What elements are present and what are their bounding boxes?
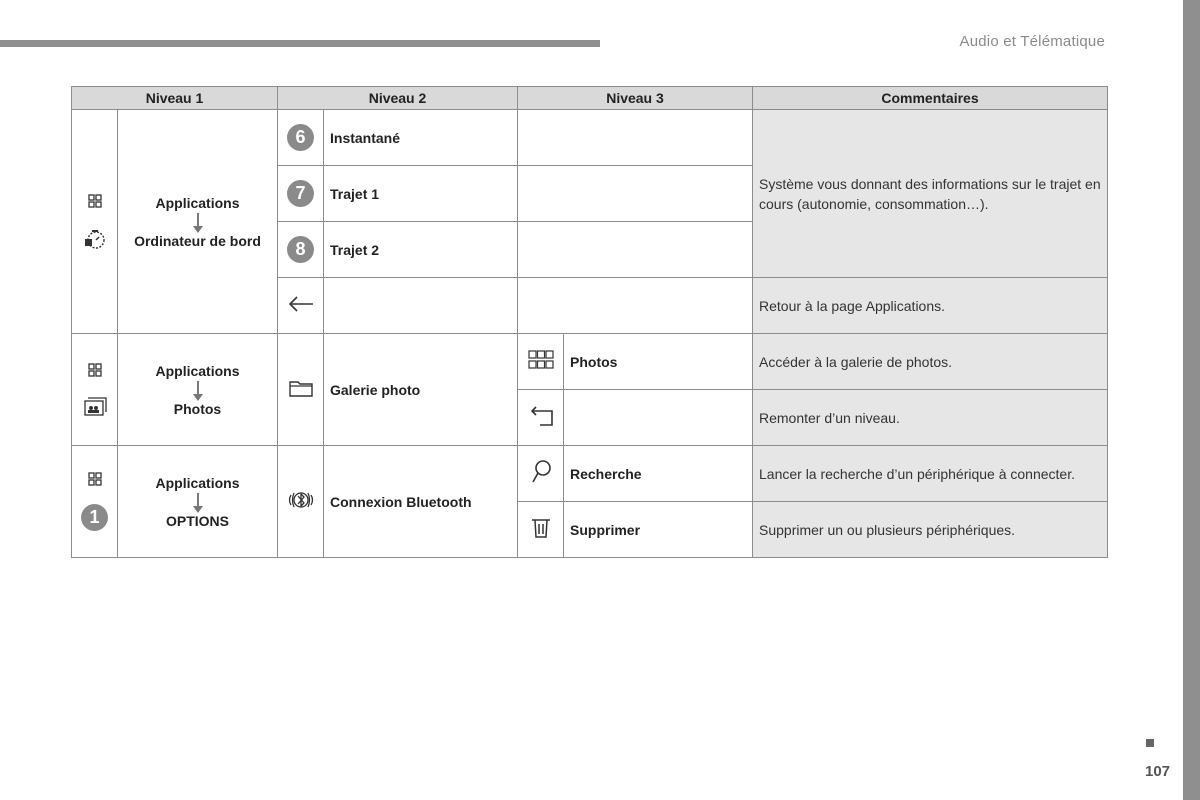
level1-icons [72,446,118,558]
level3-label: Photos [564,334,753,390]
level1-cell [118,110,278,334]
level3-cell [518,110,753,166]
menu-table [71,86,1108,558]
badge-cell [278,166,324,222]
level1-bottom-label: Photos [173,400,222,417]
level1-bottom-label: Ordinateur de bord [134,232,261,249]
header-title: Audio et Télématique [959,33,1105,50]
footer-marker [1146,739,1154,747]
comment-cell: Supprimer un ou plusieurs périphériques. [753,502,1108,558]
level2-label: Galerie photo [324,334,518,446]
badge-cell [278,222,324,278]
table-row [72,110,1108,166]
table-header-row [72,87,1108,110]
level3-icon-cell [518,502,564,558]
number-badge: 8 [287,236,314,263]
level2-label: Instantané [324,110,518,166]
number-badge: 1 [81,504,108,531]
level1-top-label: Applications [155,362,240,379]
level2-label: Trajet 2 [324,222,518,278]
level2-icon-cell [278,334,324,446]
level3-label: Recherche [564,446,753,502]
column-header: Niveau 2 [278,87,518,110]
trip-computer-icon [83,228,107,250]
number-badge: 7 [287,180,314,207]
level1-icons [72,334,118,446]
return-icon [528,405,554,427]
level3-cell [518,278,753,334]
page-number: 107 [1145,763,1171,780]
arrow-down-icon [197,493,199,507]
level3-label: Supprimer [564,502,753,558]
arrow-down-icon [197,381,199,395]
grid-icon [88,472,102,486]
level3-icon-cell [518,334,564,390]
level1-bottom-label: OPTIONS [165,512,229,529]
level2-cell [324,278,518,334]
header-rule [0,40,600,47]
level1-top-label: Applications [155,194,240,211]
comment-cell: Lancer la recherche d’un périphérique à connecter. [753,446,1108,502]
level1-icons [72,110,118,334]
level2-icon-cell [278,446,324,558]
level3-cell [518,222,753,278]
photos-icon [83,397,107,417]
bluetooth-icon [287,486,315,514]
level1-cell [118,334,278,446]
table-row [72,446,1108,502]
column-header: Commentaires [753,87,1108,110]
level3-label [564,390,753,446]
table-row [72,334,1108,390]
level1-cell [118,446,278,558]
column-header: Niveau 3 [518,87,753,110]
level2-label: Trajet 1 [324,166,518,222]
number-badge: 6 [287,124,314,151]
level2-label: Connexion Bluetooth [324,446,518,558]
grid-icon [88,363,102,377]
grid-icon [88,194,102,208]
page-edge-bar [1183,0,1200,800]
level1-top-label: Applications [155,474,240,491]
thumbnails-icon [528,350,554,370]
comment-cell: Accéder à la galerie de photos. [753,334,1108,390]
column-header: Niveau 1 [72,87,278,110]
back-icon-cell [278,278,324,334]
back-arrow-icon [287,294,315,314]
arrow-down-icon [197,213,199,227]
search-icon [530,459,552,485]
badge-cell [278,110,324,166]
level3-cell [518,166,753,222]
folder-icon [288,378,314,398]
trash-icon [531,517,551,539]
comment-cell: Retour à la page Applications. [753,278,1108,334]
comment-cell: Remonter d’un niveau. [753,390,1108,446]
comment-cell: Système vous donnant des informations sur le trajet en cours (autonomie, consommation…). [753,110,1108,278]
level3-icon-cell [518,390,564,446]
level3-icon-cell [518,446,564,502]
